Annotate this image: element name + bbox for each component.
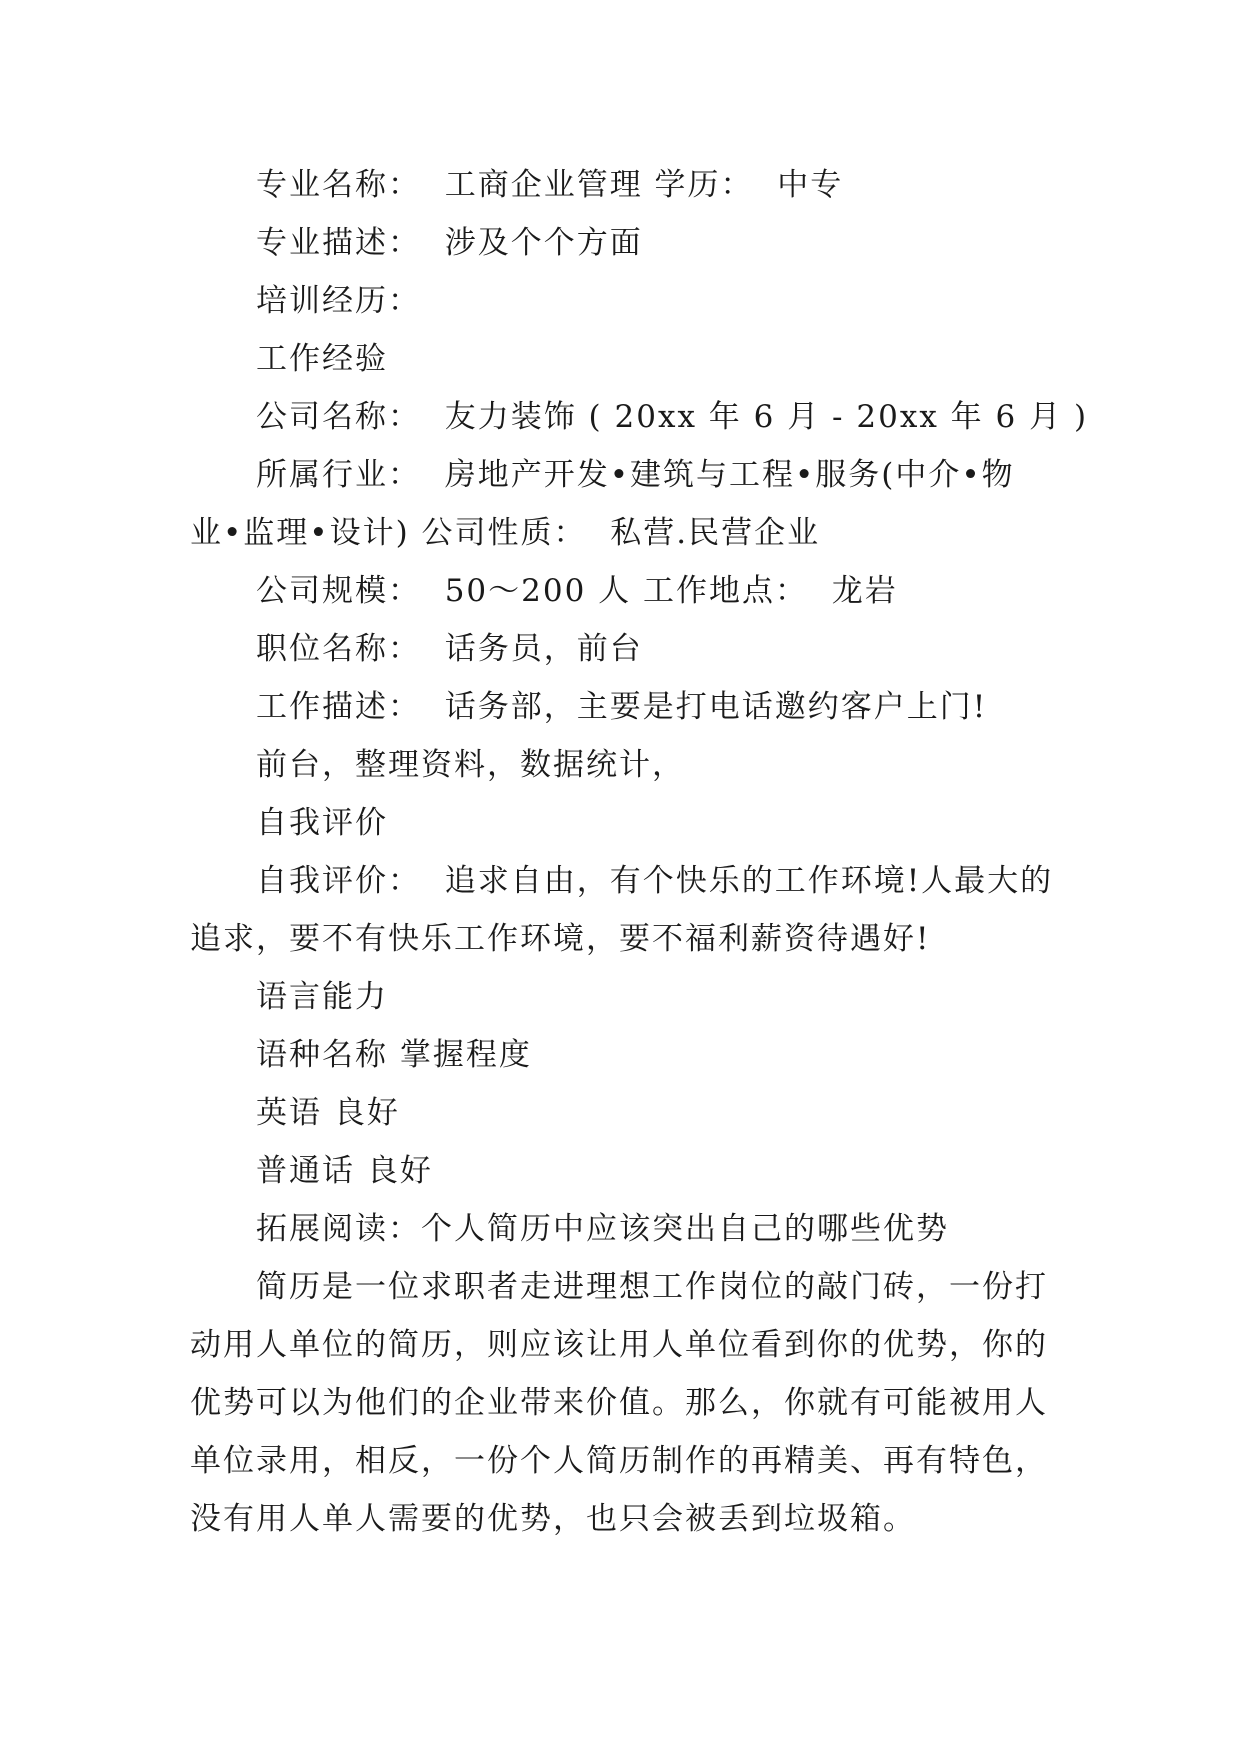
language-row-mandarin: 普通话 良好: [256, 1153, 433, 1189]
industry-continued-line: 业•监理•设计) 公司性质： 私营.民营企业: [190, 515, 821, 551]
paragraph-line: 动用人单位的简历，则应该让用人单位看到你的优势，你的: [190, 1327, 1048, 1363]
paragraph-line: 没有用人单人需要的优势，也只会被丢到垃圾箱。: [190, 1501, 916, 1537]
company-name-line: 公司名称： 友力装饰 ( 20xx 年 6 月 - 20xx 年 6 月 ): [256, 399, 1089, 435]
language-row-english: 英语 良好: [256, 1095, 400, 1131]
job-description-line: 工作描述： 话务部，主要是打电话邀约客户上门!: [256, 689, 988, 725]
self-evaluation-line: 自我评价： 追求自由，有个快乐的工作环境!人最大的: [256, 863, 1054, 899]
job-description-continued-line: 前台，整理资料，数据统计，: [256, 747, 685, 783]
self-evaluation-heading: 自我评价: [256, 805, 388, 841]
paragraph-line: 优势可以为他们的企业带来价值。那么，你就有可能被用人: [190, 1385, 1048, 1421]
language-table-header: 语种名称 掌握程度: [256, 1037, 532, 1073]
language-ability-heading: 语言能力: [256, 979, 388, 1015]
major-name-line: 专业名称： 工商企业管理 学历： 中专: [256, 167, 844, 203]
training-line: 培训经历：: [256, 283, 421, 319]
company-size-line: 公司规模： 50～200 人 工作地点： 龙岩: [256, 573, 898, 609]
position-line: 职位名称： 话务员，前台: [256, 631, 643, 667]
self-evaluation-continued-line: 追求，要不有快乐工作环境，要不福利薪资待遇好!: [190, 921, 931, 957]
work-experience-heading: 工作经验: [256, 341, 388, 377]
document-body: [190, 156, 1089, 1548]
extended-reading-title: 拓展阅读：个人简历中应该突出自己的哪些优势: [256, 1211, 949, 1247]
paragraph-line: 单位录用，相反，一份个人简历制作的再精美、再有特色，: [190, 1443, 1048, 1479]
major-description-line: 专业描述： 涉及个个方面: [256, 225, 643, 261]
industry-line: 所属行业： 房地产开发•建筑与工程•服务(中介•物: [256, 457, 1015, 493]
paragraph-line: 简历是一位求职者走进理想工作岗位的敲门砖，一份打: [256, 1269, 1048, 1305]
